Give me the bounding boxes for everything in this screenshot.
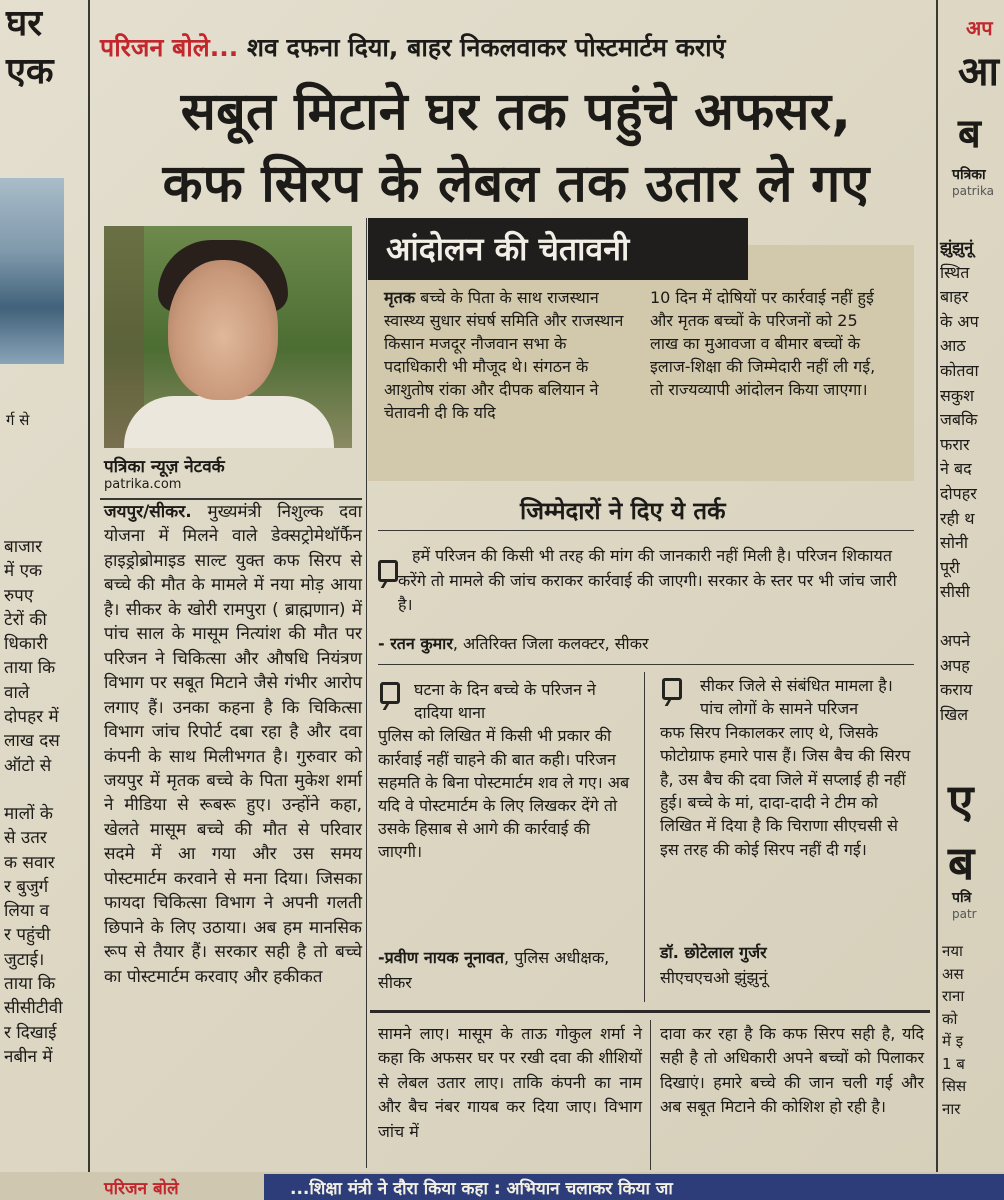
tark-heading: जिम्मेदारों ने दिए ये तर्क bbox=[520, 497, 726, 525]
left-big-word: घर bbox=[6, 3, 42, 44]
right-byline-sub: patrika bbox=[952, 184, 995, 198]
left-text-lines: बाजार में एक रुपए टेरों की धिकारी ताया कि वाले दोपहर में लाख दस ऑटो से मालों के से उतर क सवार र बुजुर्ग लिया व र पहुंची जुटाई। ताया कि सीसीटीवी र दिखाई नबीन में bbox=[4, 537, 63, 1067]
quote-icon bbox=[378, 560, 398, 582]
left-cropped-column bbox=[0, 0, 88, 1200]
right-cropped-column bbox=[938, 0, 1004, 1200]
right-text-lines-2: नया अस राना को में इ 1 ब सिस नार bbox=[942, 942, 967, 1118]
bottom-strip-right: ...शिक्षा मंत्री ने दौरा किया कहा : अभियान चलाकर किया जा bbox=[290, 1179, 673, 1199]
story-headline: सबूत मिटाने घर तक पहुंचे अफसर, कफ सिरप के लेबल तक उतार ले गए bbox=[162, 82, 870, 214]
quote-3: सीकर जिले से संबंधित मामला है। पांच लोगों के सामने परिजन कफ सिरप निकालकर लाए थे, जिसके फोटोग्राफ हमारे पास हैं। जिस बैच की सिरप है, उस बैच की दवा जिले में सप्लाई ही नहीं हुई। बच्चे के मां, दादा-दादी ने टीम को लिखित में दिया है कि चिराणा सीएचसी से इस तरह की कोई सिरप नहीं दी गई। bbox=[660, 676, 911, 859]
story-byline: पत्रिका न्यूज़ नेटवर्क bbox=[104, 457, 225, 477]
andolan-text-2: 10 दिन में दोषियों पर कार्रवाई नहीं हुई और मृतक बच्चों के परिजनों को 25 लाख का मुआवजा व बीमार बच्चों के इलाज-शिक्षा की जिम्मेदारी नहीं ली गई, तो राज्यव्यापी आंदोलन किया जाएगा। bbox=[650, 288, 876, 399]
quote-2: घटना के दिन बच्चे के परिजन ने दादिया थाना पुलिस को लिखित में किसी भी प्रकार की कार्रवाई नहीं चाहने की बात कही। परिजन सहमति के बिना पोस्टमार्टम शव ले गए। अब यदि वे पोस्टमार्टम के लिए लिखकर देंगे तो उसके हिसाब से आगे की कार्रवाई की जाएगी। bbox=[378, 680, 630, 862]
story-continuation-1: सामने लाए। मासूम के ताऊ गोकुल शर्मा ने कहा कि अफसर घर पर रखी दवा की शीशियों से लेबल उतार लाए। ताकि कंपनी का नाम और बैच नंबर गायब कर दिया जाए। विभाग जांच में bbox=[378, 1024, 642, 1141]
column-divider bbox=[644, 672, 645, 1002]
right-text-lines: झुंझुनूं स्थित बाहर के अप आठ कोतवा सकुश जबकि फरार ने बद दोपहर रही थ सोनी पूरी सीसी अपने अपह कराय खिल bbox=[940, 238, 979, 724]
left-big-word: एक bbox=[6, 51, 54, 92]
left-photo bbox=[0, 178, 64, 364]
column-divider bbox=[366, 218, 367, 1168]
column-divider bbox=[88, 0, 90, 1172]
right-big-word-2: ए ब bbox=[948, 774, 975, 890]
right-big-word: आ bbox=[958, 49, 999, 95]
bottom-strip bbox=[0, 1172, 1004, 1200]
andolan-heading: आंदोलन की चेतावनी bbox=[368, 218, 748, 280]
bottom-strip-left: परिजन बोले bbox=[104, 1179, 179, 1199]
right-byline-2: पत्रि patr bbox=[952, 890, 977, 921]
quote-rule bbox=[378, 664, 914, 665]
quote-1-signature: - रतन कुमार, अतिरिक्त जिला कलक्टर, सीकर bbox=[378, 634, 649, 653]
story-body: जयपुर/सीकर. मुख्यमंत्री निशुल्क दवा योजना में मिलने वाले डेक्सट्रोमेथॉर्फैन हाइड्रोब्रोमाइड साल्ट युक्त कफ सिरप से बच्चे की मौत के मामले में नया मोड़ आया है। सीकर के खोरी रामपुरा ( ब्राह्मणान) में पांच साल के मासूम नित्यांश की मौत पर परिजन ने चिकित्सा और औषधि नियंत्रण विभाग पर सबूत मिटाने जैसे गंभीर आरोप लगाए हैं। उनका कहना है कि चिकित्सा विभाग जांच रिपोर्ट दबा रहा है और दवा कंपनी के साथ मिलीभगत है। गुरुवार को जयपुर में मृतक बच्चे के पिता मुकेश शर्मा ने मीडिया से रूबरू हुए। उन्होंने कहा, खेलते मासूम बच्चे की मौत से परिवार सदमे में आ गया और उस समय पोस्टमार्टम करवाने से मना दिया। जिसका फायदा चिकित्सा विभाग ने अपनी गलती छिपाने के लिए उठाया। अब हम मानसिक रूप से तैयार हैं। सरकार सही है तो बच्चे का पोस्टमार्टम करवाए और हकीकत bbox=[104, 502, 362, 987]
quote-1: हमें परिजन की किसी भी तरह की मांग की जानकारी नहीं मिली है। परिजन शिकायत करेंगे तो मामले की जांच कराकर कार्रवाई की जाएगी। सरकार के स्तर पर भी जांच जारी है। bbox=[398, 546, 897, 614]
left-photo-caption: र्ग से bbox=[6, 411, 30, 429]
story-byline-sub: patrika.com bbox=[104, 477, 182, 492]
quote-2-signature: -प्रवीण नायक नूनावत, पुलिस अधीक्षक, सीकर bbox=[378, 948, 610, 992]
column-divider bbox=[650, 1020, 651, 1170]
child-photo bbox=[104, 226, 352, 448]
story-kicker: परिजन बोले... शव दफना दिया, बाहर निकलवाकर पोस्टमार्टम कराएं bbox=[100, 33, 726, 62]
right-big-word: ब bbox=[958, 111, 981, 157]
right-kicker: अप bbox=[966, 16, 993, 40]
right-byline: पत्रिका bbox=[952, 167, 986, 183]
tark-rule bbox=[378, 530, 914, 531]
andolan-text-1: मृतक बच्चे के पिता के साथ राजस्थान स्वास्थ्य सुधार संघर्ष समिति और राजस्थान किसान मजदूर नौजवान सभा के पदाधिकारी भी मौजूद थे। संगठन के आशुतोष रांका और दीपक बलियान ने चेतावनी दी कि यदि bbox=[384, 288, 624, 422]
quote-3-signature: डॉ. छोटेलाल गुर्जर सीएचएचओ झुंझुनूं bbox=[660, 943, 768, 987]
section-rule bbox=[370, 1010, 930, 1013]
story-continuation-2: दावा कर रहा है कि कफ सिरप सही है, यदि सही है तो अधिकारी अपने बच्चों को पिलाकर दिखाएं। हमारे बच्चे की जान चली गई और अब सबूत मिटाने की कोशिश हो रही है। bbox=[660, 1024, 924, 1117]
